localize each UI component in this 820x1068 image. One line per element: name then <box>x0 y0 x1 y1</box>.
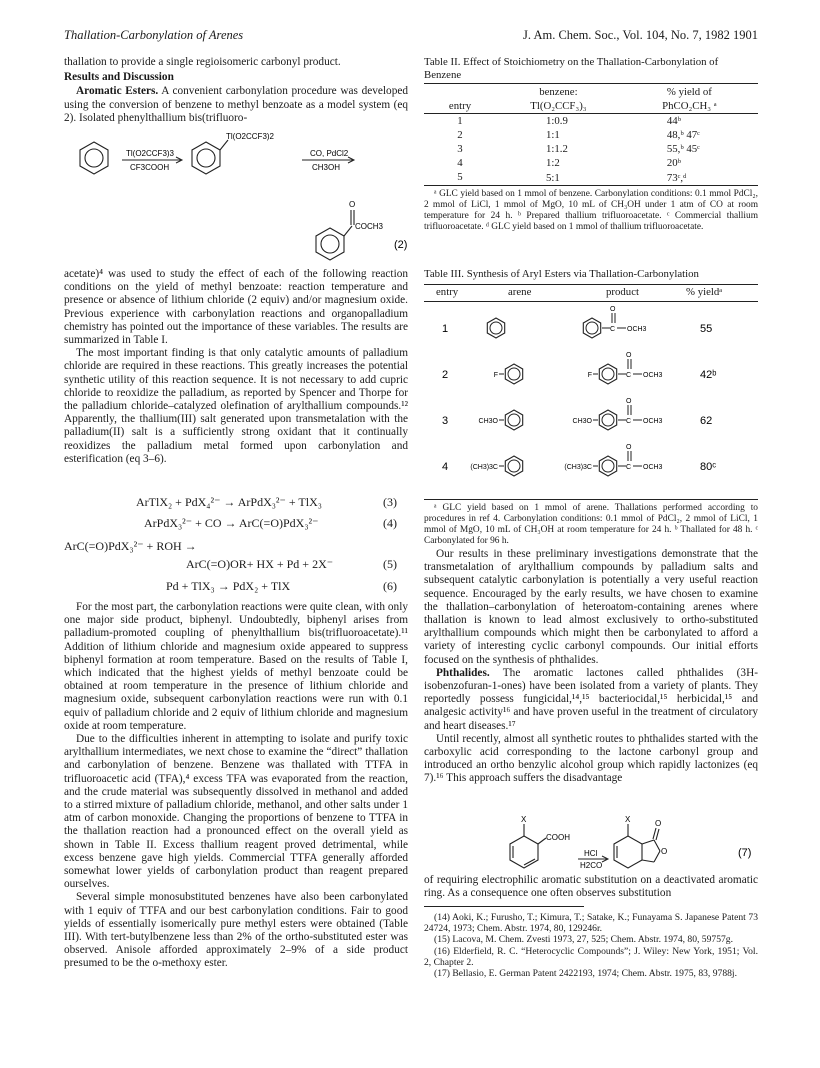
equation-number-7: (7) <box>738 847 752 859</box>
table-2-header-yield-top: % yield of <box>666 86 712 98</box>
table-2-header-ratio-top: benzene: <box>539 86 578 98</box>
table-3-header-entry: entry <box>436 285 459 298</box>
equation-number-5: (5) <box>383 557 397 571</box>
equation-5-line1: ArC(=O)PdX₃²⁻ + ROH → <box>64 539 197 553</box>
table-cell: 5:1 <box>546 171 560 184</box>
running-header-citation: J. Am. Chem. Soc., Vol. 104, No. 7, 1982 1901 <box>523 28 758 42</box>
table-3-header-product: product <box>606 285 639 298</box>
product-substituent: (CH3)3C <box>564 463 592 471</box>
reference-16: (16) Elderfield, R. C. “Heterocyclic Compounds”; J. Wiley: New York, 1951; Vol. 2, Chapter 2. <box>424 945 758 968</box>
table-cell: 1:1 <box>546 129 560 141</box>
table-3-yield: 42ᵇ <box>700 368 717 381</box>
left-column-top <box>64 56 408 125</box>
carbonyl-oxygen: O <box>626 351 632 359</box>
ester-group: COCH3 <box>355 222 384 231</box>
table-2-caption: Table II. Effect of Stoichiometry on the Thallation-Carbonylation of Benzene <box>424 56 719 81</box>
right-column-text <box>424 548 758 786</box>
table-cell: 73ᶜ,ᵈ <box>666 171 687 184</box>
table-2-grid <box>424 83 758 186</box>
reagent-co-pdcl2: CO, PdCl2 <box>310 149 349 158</box>
carbonyl-carbon: C <box>610 325 616 333</box>
carbonyl-carbon: C <box>626 371 632 379</box>
reference-17: (17) Bellasio, E. German Patent 2422193, 1974; Chem. Abstr. 1975, 83, 9788j. <box>434 968 737 980</box>
paragraph-conditions: acetate)⁴ was used to study the effect of each of the following reaction conditions on the yield of methyl benzoate: reaction temperature and presence or absence of lithium chloride (2 equiv) and/or magnesium oxide. Previous experience with carbonylation reactions and organopalladium chemistry has pointed out the importance of these variables. The results are summarized in Table I. <box>64 268 408 347</box>
paragraph-monosubstituted: Several simple monosubstituted benzenes have also been carbonylated with 1 equiv of TTFA and our best carbonylation conditions. Fair to good yields of essentially isomerically pure methyl esters were obtained (Table III). With tert-butylbenzene less than 2% of the ortho-substituted ester was observed. Anisole afforded approximately 2–9% of a side product presumed to be the o-methoxy ester. <box>64 891 408 970</box>
table-row <box>424 128 758 142</box>
paragraph-direct-thallation: Due to the difficulties inherent in attempting to isolate and purify toxic arylthallium intermediates, we next chose to examine the “direct” thallation and carbonylation of benzene. Benzene was thallated with TTFA in trifluoroacetic acid (TFA),⁴ excess TFA was evaporated from the reaction, and the crude material was subsequently dissolved in methanol and added to a stirred mixture of palladium chloride, methanol, and other salts under 1 atm of carbon monoxide. Changing the proportions of benzene to TTFA in the thallation reaction had a pronounced effect on the overall yield as shown in Table II. Excess thallium reagent proved detrimental, while excess benzene gave high yields. Commercial TTFA generally afforded somewhat lower yields of carbonylation product than reagent prepared ourselves. <box>64 733 408 891</box>
scheme-eq2 <box>64 130 408 268</box>
equation-6: Pd + TlX₃ → PdX₂ + TlX <box>166 579 291 593</box>
equation-3: ArTlX₂ + PdX₄²⁻ → ArPdX₃²⁻ + TlX₃ <box>136 495 322 509</box>
table-3-header-arene: arene <box>508 285 532 298</box>
substituent-tl: Tl(O2CCF3)2 <box>226 132 275 141</box>
runin-aromatic-esters: Aromatic Esters. <box>76 85 159 98</box>
equation-number-4: (4) <box>383 516 397 530</box>
left-column-bottom <box>64 601 408 971</box>
table-3-structures <box>424 302 758 494</box>
reference-15: (15) Lacova, M. Chem. Zvesti 1973, 27, 525; Chem. Abstr. 1974, 80, 59757g. <box>434 934 733 946</box>
equation-number-3: (3) <box>383 495 397 509</box>
solvent-tfa: CF3COOH <box>130 163 170 172</box>
table-cell: 1:1.2 <box>546 143 568 155</box>
table-cell: 4 <box>457 157 463 169</box>
table-3-yield: 62 <box>700 414 713 427</box>
table-cell: 1:0.9 <box>546 115 568 127</box>
carbonyl-oxygen: O <box>626 397 632 405</box>
right-column-continuation <box>424 874 758 900</box>
reagent-formaldehyde: H2CO <box>580 861 603 870</box>
table-row <box>442 398 712 430</box>
table-3 <box>424 268 758 547</box>
paragraph-results-summary: Our results in these preliminary investigations demonstrate that the transmetalation of arylthallium compounds by palladium salts and subsequent catalytic carbonylation is potentially a very useful reaction sequence. Encouraged by the early results, we have chosen to examine the thallation–carbonylation of heteroatom-containing arenes where thallation is known to lead almost exclusively to ortho-substituted arylthallium compounds which might then be carbonylated to afford a variety of interesting cyclic carbonyl compounds. Our initial efforts focused on the synthesis of phthalides. <box>424 548 758 666</box>
table-3-footnote: ᵃ GLC yield based on 1 mmol of arene. Thallations performed according to procedures in ref 4. Carbonylation conditions: 0.1 mmol of PdCl₂, 2 mmol of LiCl, 1 mmol of MgO, 10 mL of CH₃OH at room temperature for 24 h. ᵇ Thallated for 48 h. ᶜ Carbonylated for 96 h. <box>424 502 758 546</box>
table-cell: 1 <box>457 115 463 127</box>
table-3-yield: 55 <box>700 322 713 335</box>
table-cell: 5 <box>457 171 463 183</box>
phthalide-structure <box>614 824 660 868</box>
table-2-footnote: ᵃ GLC yield based on 1 mmol of benzene. Carbonylation conditions: 0.1 mmol PdCl₂, 2 mmol of LiCl, 1 mmol of MgO, 10 mL of CH₃OH under 1 atm of CO at room temperature for 24 h. ᵇ Prepared thallium trifluoroacetate. ᶜ Commercial thallium trifluoroacetate. ᵈ GLC yield based on 1 mmol of thallium trifluoroacetate. <box>424 189 758 232</box>
table-3-entry: 3 <box>442 414 449 427</box>
references <box>424 912 758 979</box>
paragraph-aromatic-esters-text: A convenient carbonylation procedure was developed using the conversion of benzene to methyl benzoate as a model system (eq 2). Isolated phenylthallium bis(trifluoro- <box>64 85 409 124</box>
substituent-x-left: X <box>521 815 527 824</box>
table-cell: 3 <box>457 143 463 155</box>
phenylthallium-structure <box>192 140 228 174</box>
carbonyl-oxygen: O <box>610 305 616 313</box>
carbonyl-carbon: C <box>626 463 632 471</box>
carbonyl-oxygen: O <box>626 443 632 451</box>
product-substituent: F <box>587 371 592 379</box>
lactone-carbonyl-oxygen: O <box>655 819 662 828</box>
paragraph-phthalides <box>424 667 758 733</box>
table-3-entry: 4 <box>442 460 449 473</box>
paragraph-catalytic: The most important finding is that only catalytic amounts of palladium chloride are required in these reactions. This greatly increases the potential synthetic utility of this reaction sequence. It is not necessary to add cupric chloride to reoxidize the palladium, as reported by Spencer and Thorpe for the palladium chloride–catalyzed olefination of arylthallium compounds.¹² Apparently, the thallium(III) salt generated upon transmetalation with the palladium(II) salt is a sufficiently strong oxidant that it continually reoxidizes the palladium metal formed upon carbonylation and esterification (eq 3–6). <box>64 347 408 465</box>
paragraph-phthalides-text: The aromatic lactones called phthalides (3H-isobenzofuran-1-ones) have been isolated from a variety of plants. They reportedly possess fungicidal,¹⁴,¹⁵ bacteriocidal,¹⁵ herbicidal,¹⁵ and analgesic activity¹⁶ and have proven useful in the treatment of circulatory and heart diseases.¹⁷ <box>424 666 759 732</box>
table-row <box>442 352 716 384</box>
table-cell: 2 <box>457 129 463 141</box>
equation-number-2: (2) <box>394 239 408 251</box>
table-3-header <box>424 285 758 302</box>
table-cell: 48,ᵇ 47ᶜ <box>666 129 700 141</box>
table-3-entry: 1 <box>442 322 449 335</box>
equation-number-6: (6) <box>383 579 397 593</box>
arene-substituent: (CH3)3C <box>470 463 498 471</box>
table-3-header-yield: % yieldᵃ <box>686 285 723 298</box>
methyl-benzoate-structure <box>316 210 354 260</box>
table-2-header-ratio-bottom: Tl(O₂CCF₃)₃ <box>530 100 587 112</box>
section-heading-results: Results and Discussion <box>64 71 174 84</box>
reference-14: (14) Aoki, K.; Furusho, T.; Kimura, T.; Satake, K.; Funayama S. Japanese Patent 73 24724, 1973; Chem. Abstr. 1974, 80, 129246r. <box>424 912 758 935</box>
equation-4: ArPdX₃²⁻ + CO → ArC(=O)PdX₃²⁻ <box>144 516 319 530</box>
table-2-header-entry: entry <box>448 100 472 112</box>
product-substituent: CH3O <box>572 417 592 425</box>
paragraph-intro-tail: thallation to provide a single regioisomeric carbonyl product. <box>64 56 341 68</box>
paragraph-aromatic-esters <box>64 85 408 125</box>
paragraph-electrophilic: of requiring electrophilic aromatic substitution on a deactivated aromatic ring. As a consequence one often observes substitution <box>424 874 758 900</box>
table-row <box>424 156 758 170</box>
running-header-title: Thallation-Carbonylation of Arenes <box>64 28 244 42</box>
substituent-x-right: X <box>625 815 631 824</box>
table-row <box>424 142 758 156</box>
table-cell: 1:2 <box>546 157 560 169</box>
table-row <box>442 444 716 476</box>
table-2-header-yield-bottom: PhCO₂CH₃ ᵃ <box>662 100 717 112</box>
table-row <box>442 306 712 338</box>
benzene-structure <box>80 142 108 174</box>
benzoic-acid-structure <box>510 824 546 868</box>
table-cell: 20ᵇ <box>666 157 681 169</box>
methoxy-label: OCH3 <box>643 371 663 379</box>
paragraph-side-products: For the most part, the carbonylation reactions were quite clean, with only one major side product, biphenyl. Undoubtedly, biphenyl arises from palladium-promoted coupling of phenylthallium bis(trifluoroacetate).¹¹ Addition of lithium chloride and magnesium oxide appeared to suppress biphenyl formation at room temperature. Based on the results of Table I, which indicated that the highest yields of methyl benzoate could be obtained at room temperature in the presence of lithium chloride and magnesium oxide, subsequent carbonylation reactions were run with 0.1 equiv of palladium chloride and 2 equiv of lithium chloride and magnesium oxide at room temperature. <box>64 601 408 732</box>
lactone-ring-oxygen: O <box>661 847 668 856</box>
table-3-yield: 80ᶜ <box>700 460 717 473</box>
equation-5-line2: ArC(=O)OR+ HX + Pd + 2X⁻ <box>186 557 334 571</box>
methoxy-label: OCH3 <box>643 463 663 471</box>
table-cell: 44ᵇ <box>666 115 681 127</box>
solvent-methanol: CH3OH <box>312 163 341 172</box>
table-3-caption: Table III. Synthesis of Aryl Esters via Thallation-Carbonylation <box>424 268 699 280</box>
paragraph-synthetic-routes: Until recently, almost all synthetic routes to phthalides started with the carboxylic acid corresponding to the lactone carbonyl group and introduced an ortho benzylic alcohol group which rapidly lactonizes (eq 7).¹⁶ This approach suffers the disadvantage <box>424 732 758 785</box>
arene-substituent: CH3O <box>478 417 498 425</box>
left-column-middle <box>64 268 408 466</box>
reagent-hcl: HCl <box>584 849 598 858</box>
scheme-eq7 <box>424 814 758 872</box>
reagent-ttfa: Tl(O2CCF3)3 <box>126 149 175 158</box>
table-row <box>424 170 758 186</box>
carboxylic-acid-group: COOH <box>546 833 570 842</box>
table-cell: 55,ᵇ 45ᶜ <box>666 143 700 155</box>
table-2 <box>424 56 758 233</box>
methoxy-label: OCH3 <box>627 325 647 333</box>
arene-substituent: F <box>493 371 498 379</box>
table-row <box>424 114 758 129</box>
table-3-entry: 2 <box>442 368 449 381</box>
methoxy-label: OCH3 <box>643 417 663 425</box>
carbonyl-carbon: C <box>626 417 632 425</box>
runin-phthalides: Phthalides. <box>436 666 490 679</box>
carbonyl-oxygen: O <box>349 200 356 209</box>
